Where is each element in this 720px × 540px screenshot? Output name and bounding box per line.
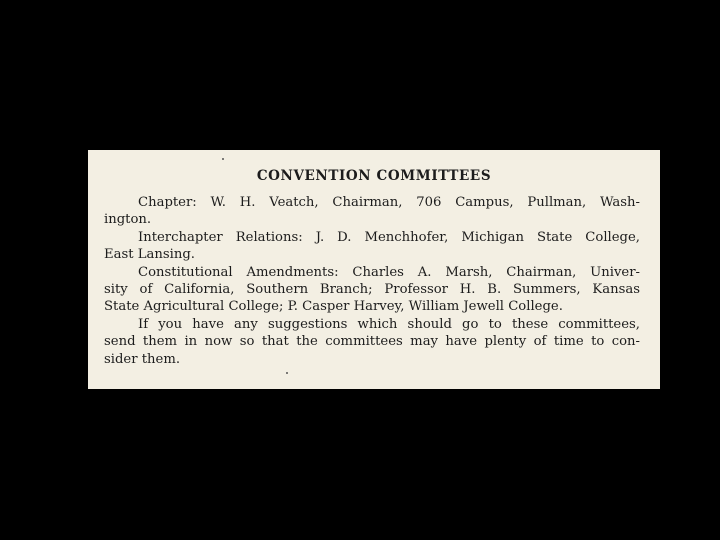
paper-speck [286,372,288,374]
paragraph-chapter [104,194,640,229]
text-line: East Lansing. [104,247,195,263]
paragraph-constitutional-amendments [104,264,640,316]
paper-speck [222,158,224,160]
text-line: ington. [104,212,152,228]
text-line: State Agricultural College; P. Casper Harvey, William Jewell College. [104,299,563,315]
text-line: send them in now so that the committees may have plenty of time to con- [104,334,640,350]
paragraph-suggestions [104,316,640,368]
text-line: sity of California, Southern Branch; Professor H. B. Summers, Kansas [104,281,640,297]
text-line: If you have any suggestions which should go to these committees, [138,316,640,332]
newspaper-clipping [88,150,660,389]
text-line: Constitutional Amendments: Charles A. Marsh, Chairman, Univer- [138,264,640,280]
text-line: sider them. [104,351,181,367]
article-title: CONVENTION COMMITTEES [256,168,492,184]
text-line: Interchapter Relations: J. D. Menchhofer, Michigan State College, [138,229,640,245]
paragraph-interchapter-relations [104,229,640,264]
text-line: Chapter: W. H. Veatch, Chairman, 706 Campus, Pullman, Wash- [138,195,640,210]
